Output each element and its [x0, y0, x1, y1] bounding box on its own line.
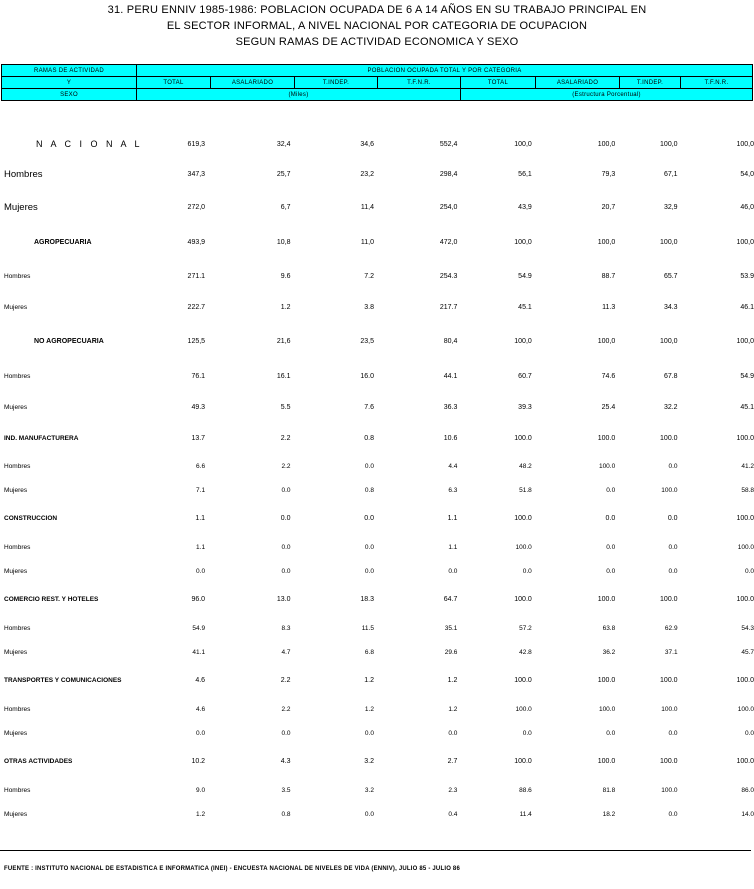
cell-value: 100,0 — [597, 338, 616, 345]
cell-value: 100.0 — [736, 434, 754, 442]
cell-value: 1.2 — [280, 303, 291, 311]
cell-value: 100.0 — [597, 434, 616, 442]
cell-value: 100.0 — [514, 515, 532, 522]
cell-value: 100,0 — [660, 140, 678, 148]
cell-value: 88.7 — [601, 273, 616, 280]
row-label: Hombres — [4, 706, 31, 713]
cell-value: 34.3 — [663, 303, 678, 311]
table-header — [1, 64, 753, 101]
row-label: Mujeres — [4, 403, 28, 411]
cell-value: 100,0 — [660, 238, 678, 246]
cell-value: 0.0 — [606, 730, 616, 737]
table-row — [0, 535, 754, 560]
cell-value: 6.8 — [364, 649, 374, 656]
cell-value: 2.7 — [447, 758, 458, 765]
cell-value: 16.0 — [360, 373, 374, 380]
cell-value: 6.6 — [196, 463, 206, 470]
cell-value: 2.2 — [281, 463, 291, 470]
row-label: Mujeres — [4, 487, 28, 494]
cell-value: 16.1 — [276, 373, 291, 380]
table-row — [0, 697, 754, 722]
cell-value: 29.6 — [444, 649, 458, 656]
row-label: IND. MANUFACTURERA — [4, 434, 79, 442]
table-row — [0, 361, 754, 392]
cell-value: 76.1 — [191, 373, 206, 380]
cell-value: 65.7 — [663, 273, 678, 280]
cell-value: 100.0 — [515, 544, 532, 551]
group-header: POBLACION OCUPADA TOTAL Y POR CATEGORIA — [137, 65, 753, 77]
row-label: Hombres — [4, 273, 31, 280]
cell-value: 1.2 — [447, 677, 458, 684]
cell-value: 0.0 — [364, 544, 374, 551]
cell-value: 45.1 — [518, 303, 532, 311]
table-row — [0, 454, 754, 479]
cell-value: 96.0 — [191, 596, 206, 603]
cell-value: 100,0 — [597, 238, 616, 246]
row-label: Hombres — [4, 169, 43, 180]
col-header: ASALARIADO — [536, 77, 620, 89]
col-header: T.F.N.R. — [681, 77, 753, 89]
col-header: TOTAL — [461, 77, 536, 89]
cell-value: 1.1 — [448, 544, 458, 551]
cell-value: 100.0 — [660, 758, 678, 765]
cell-value: 2.2 — [281, 706, 291, 713]
cell-value: 41.1 — [192, 649, 206, 656]
cell-value: 80,4 — [443, 338, 458, 345]
cell-value: 88.6 — [519, 787, 532, 794]
cell-value: 58.8 — [741, 487, 754, 494]
cell-value: 0.0 — [281, 568, 291, 575]
cell-value: 64.7 — [443, 596, 458, 603]
cell-value: 100.0 — [736, 758, 754, 765]
row-label: Mujeres — [4, 811, 28, 818]
cell-value: 0.0 — [606, 568, 616, 575]
cell-value: 54.9 — [518, 273, 532, 280]
cell-value: 81.8 — [602, 787, 616, 794]
row-label: N A C I O N A L — [36, 139, 143, 149]
table-row — [0, 641, 754, 664]
cell-value: 0.0 — [522, 568, 532, 575]
cell-value: 11.3 — [602, 303, 616, 311]
cell-value: 1.2 — [364, 706, 374, 713]
cell-value: 0.0 — [668, 544, 678, 551]
cell-value: 0.0 — [668, 568, 678, 575]
cell-value: 222.7 — [187, 303, 206, 311]
cell-value: 100.0 — [661, 487, 678, 494]
cell-value: 10.6 — [443, 434, 458, 442]
cell-value: 0.0 — [281, 544, 291, 551]
cell-value: 100,0 — [514, 238, 532, 246]
col-header: TOTAL — [137, 77, 211, 89]
row-label: Mujeres — [4, 649, 28, 656]
cell-value: 1.2 — [448, 706, 458, 713]
cell-value: 20,7 — [601, 203, 616, 211]
row-label: COMERCIO REST. Y HOTELES — [4, 596, 99, 603]
cell-value: 0.0 — [196, 730, 206, 737]
cell-value: 39.3 — [518, 403, 532, 411]
data-table — [0, 130, 754, 826]
cell-value: 100.0 — [514, 677, 532, 684]
cell-value: 0.0 — [280, 515, 291, 522]
cell-value: 100,0 — [736, 140, 754, 148]
cell-value: 13.0 — [276, 596, 291, 603]
cell-value: 0.0 — [364, 568, 374, 575]
cell-value: 79,3 — [601, 171, 616, 178]
row-label: TRANSPORTES Y COMUNICACIONES — [4, 677, 122, 684]
row-label: Hombres — [4, 787, 31, 794]
row-label: Hombres — [4, 544, 31, 551]
cell-value: 0.0 — [668, 463, 678, 470]
cell-value: 0.8 — [364, 487, 374, 494]
cell-value: 37.1 — [664, 649, 678, 656]
table-row — [0, 479, 754, 502]
cell-value: 57.2 — [519, 625, 532, 632]
cell-value: 10.2 — [191, 758, 206, 765]
cell-value: 63.8 — [602, 625, 616, 632]
cell-value: 34,6 — [360, 140, 374, 148]
table-row — [0, 292, 754, 322]
cell-value: 100.0 — [597, 758, 616, 765]
cell-value: 100.0 — [598, 706, 616, 713]
cell-value: 100,0 — [597, 140, 616, 148]
stub-header-line-1: RAMAS DE ACTIVIDAD — [2, 65, 137, 77]
cell-value: 46.1 — [740, 303, 754, 311]
cell-value: 0.0 — [364, 811, 374, 818]
table-row — [0, 158, 754, 191]
row-label: Mujeres — [4, 303, 28, 311]
cell-value: 1.1 — [196, 544, 206, 551]
cell-value: 54,0 — [740, 171, 754, 178]
table-row — [0, 322, 754, 361]
cell-value: 4.6 — [196, 706, 206, 713]
cell-value: 0.0 — [605, 515, 616, 522]
cell-value: 86.0 — [741, 787, 754, 794]
cell-value: 0.8 — [364, 434, 374, 442]
table-row — [0, 223, 754, 261]
cell-value: 6,7 — [280, 203, 291, 211]
cell-value: 0.0 — [667, 515, 678, 522]
row-label: Mujeres — [4, 201, 38, 213]
cell-value: 6.3 — [448, 487, 458, 494]
cell-value: 62.9 — [664, 625, 678, 632]
cell-value: 100.0 — [736, 515, 754, 522]
cell-value: 472,0 — [439, 238, 458, 246]
cell-value: 0.0 — [281, 487, 291, 494]
cell-value: 51.8 — [519, 487, 532, 494]
cell-value: 0.0 — [364, 730, 374, 737]
cell-value: 100.0 — [736, 596, 754, 603]
cell-value: 0.0 — [448, 730, 458, 737]
cell-value: 45.7 — [741, 649, 754, 656]
cell-value: 67,1 — [663, 171, 678, 178]
row-label: CONSTRUCCION — [4, 515, 58, 522]
cell-value: 2.3 — [448, 787, 458, 794]
table-row — [0, 261, 754, 292]
cell-value: 7.2 — [364, 273, 374, 280]
table-row — [0, 664, 754, 697]
cell-value: 271.1 — [187, 273, 206, 280]
table-row — [0, 560, 754, 583]
cell-value: 36.3 — [443, 403, 458, 411]
cell-value: 0.8 — [281, 811, 291, 818]
cell-value: 54.9 — [192, 625, 206, 632]
cell-value: 53.9 — [740, 273, 754, 280]
cell-value: 25.4 — [601, 403, 616, 411]
table-row — [0, 583, 754, 616]
table-row — [0, 502, 754, 535]
cell-value: 100,0 — [660, 338, 678, 345]
title-line-2: EL SECTOR INFORMAL, A NIVEL NACIONAL POR CATEGORIA DE OCUPACION — [166, 20, 588, 32]
cell-value: 18.3 — [360, 596, 374, 603]
unit-left: (Miles) — [137, 89, 461, 101]
table-row — [0, 130, 754, 158]
cell-value: 36.2 — [602, 649, 616, 656]
cell-value: 1.1 — [447, 515, 458, 522]
cell-value: 4.6 — [195, 677, 206, 684]
cell-value: 74.6 — [601, 373, 616, 380]
cell-value: 0.4 — [448, 811, 458, 818]
cell-value: 44.1 — [443, 373, 458, 380]
cell-value: 11,4 — [360, 203, 374, 211]
cell-value: 7.1 — [196, 487, 206, 494]
footer-rule — [0, 850, 751, 851]
cell-value: 43,9 — [518, 203, 532, 211]
cell-value: 10,8 — [276, 238, 291, 246]
cell-value: 0.0 — [668, 811, 678, 818]
col-header: T.INDEP. — [620, 77, 681, 89]
cell-value: 0.0 — [744, 568, 754, 575]
cell-value: 0.0 — [606, 544, 616, 551]
cell-value: 32,4 — [276, 140, 291, 148]
cell-value: 100.0 — [514, 596, 532, 603]
unit-right: (Estructura Porcentual) — [461, 89, 753, 101]
cell-value: 49.3 — [191, 403, 206, 411]
cell-value: 217.7 — [439, 303, 458, 311]
cell-value: 14.0 — [741, 811, 754, 818]
cell-value: 100.0 — [597, 677, 616, 684]
cell-value: 552,4 — [439, 140, 458, 148]
cell-value: 272,0 — [187, 203, 206, 211]
cell-value: 0.0 — [606, 487, 616, 494]
cell-value: 619,3 — [187, 140, 206, 148]
table-row — [0, 616, 754, 641]
cell-value: 0.0 — [196, 568, 206, 575]
cell-value: 4.3 — [280, 758, 291, 765]
cell-value: 0.0 — [668, 730, 678, 737]
cell-value: 100.0 — [736, 677, 754, 684]
cell-value: 8.3 — [281, 625, 291, 632]
table-row — [0, 191, 754, 223]
cell-value: 100.0 — [661, 706, 678, 713]
cell-value: 67.8 — [663, 373, 678, 380]
cell-value: 9.6 — [280, 273, 291, 280]
cell-value: 125,5 — [187, 338, 206, 345]
cell-value: 100.0 — [660, 434, 678, 442]
cell-value: 4.4 — [448, 463, 458, 470]
title-line-3: SEGUN RAMAS DE ACTIVIDAD ECONOMICA Y SEXO — [235, 36, 519, 48]
row-label: Hombres — [4, 373, 31, 380]
cell-value: 100.0 — [514, 758, 532, 765]
source-note: FUENTE : INSTITUTO NACIONAL DE ESTADISTICA E INFORMATICA (INEI) - ENCUESTA NACIONAL DE NIVELES DE VIDA (ENNIV), JULIO 85 - JULIO 86 — [4, 866, 461, 872]
row-label: Hombres — [4, 625, 31, 632]
cell-value: 11,0 — [360, 238, 374, 246]
col-header: T.INDEP. — [295, 77, 378, 89]
cell-value: 100.0 — [737, 544, 754, 551]
cell-value: 100.0 — [661, 787, 678, 794]
cell-value: 41.2 — [741, 463, 754, 470]
cell-value: 35.1 — [444, 625, 458, 632]
cell-value: 254,0 — [439, 203, 458, 211]
cell-value: 100.0 — [737, 706, 754, 713]
cell-value: 2.2 — [280, 434, 291, 442]
cell-value: 21,6 — [276, 338, 291, 345]
cell-value: 100,0 — [514, 140, 532, 148]
cell-value: 7.6 — [364, 403, 374, 411]
row-label: OTRAS ACTIVIDADES — [4, 758, 73, 765]
cell-value: 54.9 — [740, 373, 754, 380]
cell-value: 32,9 — [663, 203, 678, 211]
title-line-1: 31. PERU ENNIV 1985-1986: POBLACION OCUPADA DE 6 A 14 AÑOS EN SU TRABAJO PRINCIPAL EN — [107, 4, 647, 16]
cell-value: 100,0 — [736, 338, 754, 345]
cell-value: 100.0 — [597, 596, 616, 603]
cell-value: 0.0 — [364, 515, 374, 522]
cell-value: 0.0 — [522, 730, 532, 737]
cell-value: 3.5 — [281, 787, 291, 794]
cell-value: 0.0 — [744, 730, 754, 737]
cell-value: 13.7 — [191, 434, 206, 442]
cell-value: 100.0 — [598, 463, 616, 470]
cell-value: 100.0 — [515, 706, 532, 713]
cell-value: 298,4 — [439, 171, 458, 178]
cell-value: 1.1 — [195, 515, 206, 522]
cell-value: 23,5 — [360, 338, 374, 345]
cell-value: 5.5 — [280, 403, 291, 411]
row-label: AGROPECUARIA — [34, 238, 92, 246]
row-label: NO AGROPECUARIA — [34, 338, 104, 345]
cell-value: 18.2 — [602, 811, 616, 818]
cell-value: 25,7 — [276, 171, 291, 178]
row-label: Hombres — [4, 463, 31, 470]
stub-header-line-3: SEXO — [2, 89, 137, 101]
cell-value: 32.2 — [663, 403, 678, 411]
cell-value: 45.1 — [740, 403, 754, 411]
cell-value: 11.4 — [519, 811, 532, 818]
cell-value: 23,2 — [360, 171, 374, 178]
cell-value: 0.0 — [281, 730, 291, 737]
cell-value: 3.2 — [364, 787, 374, 794]
cell-value: 3.2 — [364, 758, 374, 765]
cell-value: 42.8 — [519, 649, 532, 656]
table-row — [0, 803, 754, 826]
table-row — [0, 778, 754, 803]
cell-value: 254.3 — [439, 273, 458, 280]
cell-value: 100.0 — [660, 677, 678, 684]
col-header: ASALARIADO — [211, 77, 295, 89]
row-label: Mujeres — [4, 568, 28, 575]
cell-value: 11.5 — [361, 625, 374, 632]
cell-value: 1.2 — [196, 811, 206, 818]
table-row — [0, 722, 754, 745]
cell-value: 100.0 — [660, 596, 678, 603]
cell-value: 48.2 — [519, 463, 532, 470]
cell-value: 56,1 — [518, 171, 532, 178]
cell-value: 347,3 — [187, 171, 206, 178]
table-row — [0, 745, 754, 778]
cell-value: 0.0 — [448, 568, 458, 575]
cell-value: 9.0 — [196, 787, 206, 794]
table-row — [0, 392, 754, 422]
cell-value: 46,0 — [740, 203, 754, 211]
cell-value: 493,9 — [187, 238, 206, 246]
table-row — [0, 422, 754, 454]
cell-value: 0.0 — [364, 463, 374, 470]
cell-value: 100.0 — [514, 434, 532, 442]
cell-value: 54.3 — [741, 625, 754, 632]
cell-value: 100,0 — [736, 238, 754, 246]
cell-value: 2.2 — [280, 677, 291, 684]
row-label: Mujeres — [4, 730, 28, 737]
stub-header-line-2: Y — [2, 77, 137, 89]
cell-value: 60.7 — [518, 373, 532, 380]
col-header: T.F.N.R. — [378, 77, 461, 89]
cell-value: 4.7 — [281, 649, 291, 656]
cell-value: 3.8 — [364, 303, 374, 311]
cell-value: 1.2 — [364, 677, 374, 684]
cell-value: 100,0 — [514, 338, 532, 345]
